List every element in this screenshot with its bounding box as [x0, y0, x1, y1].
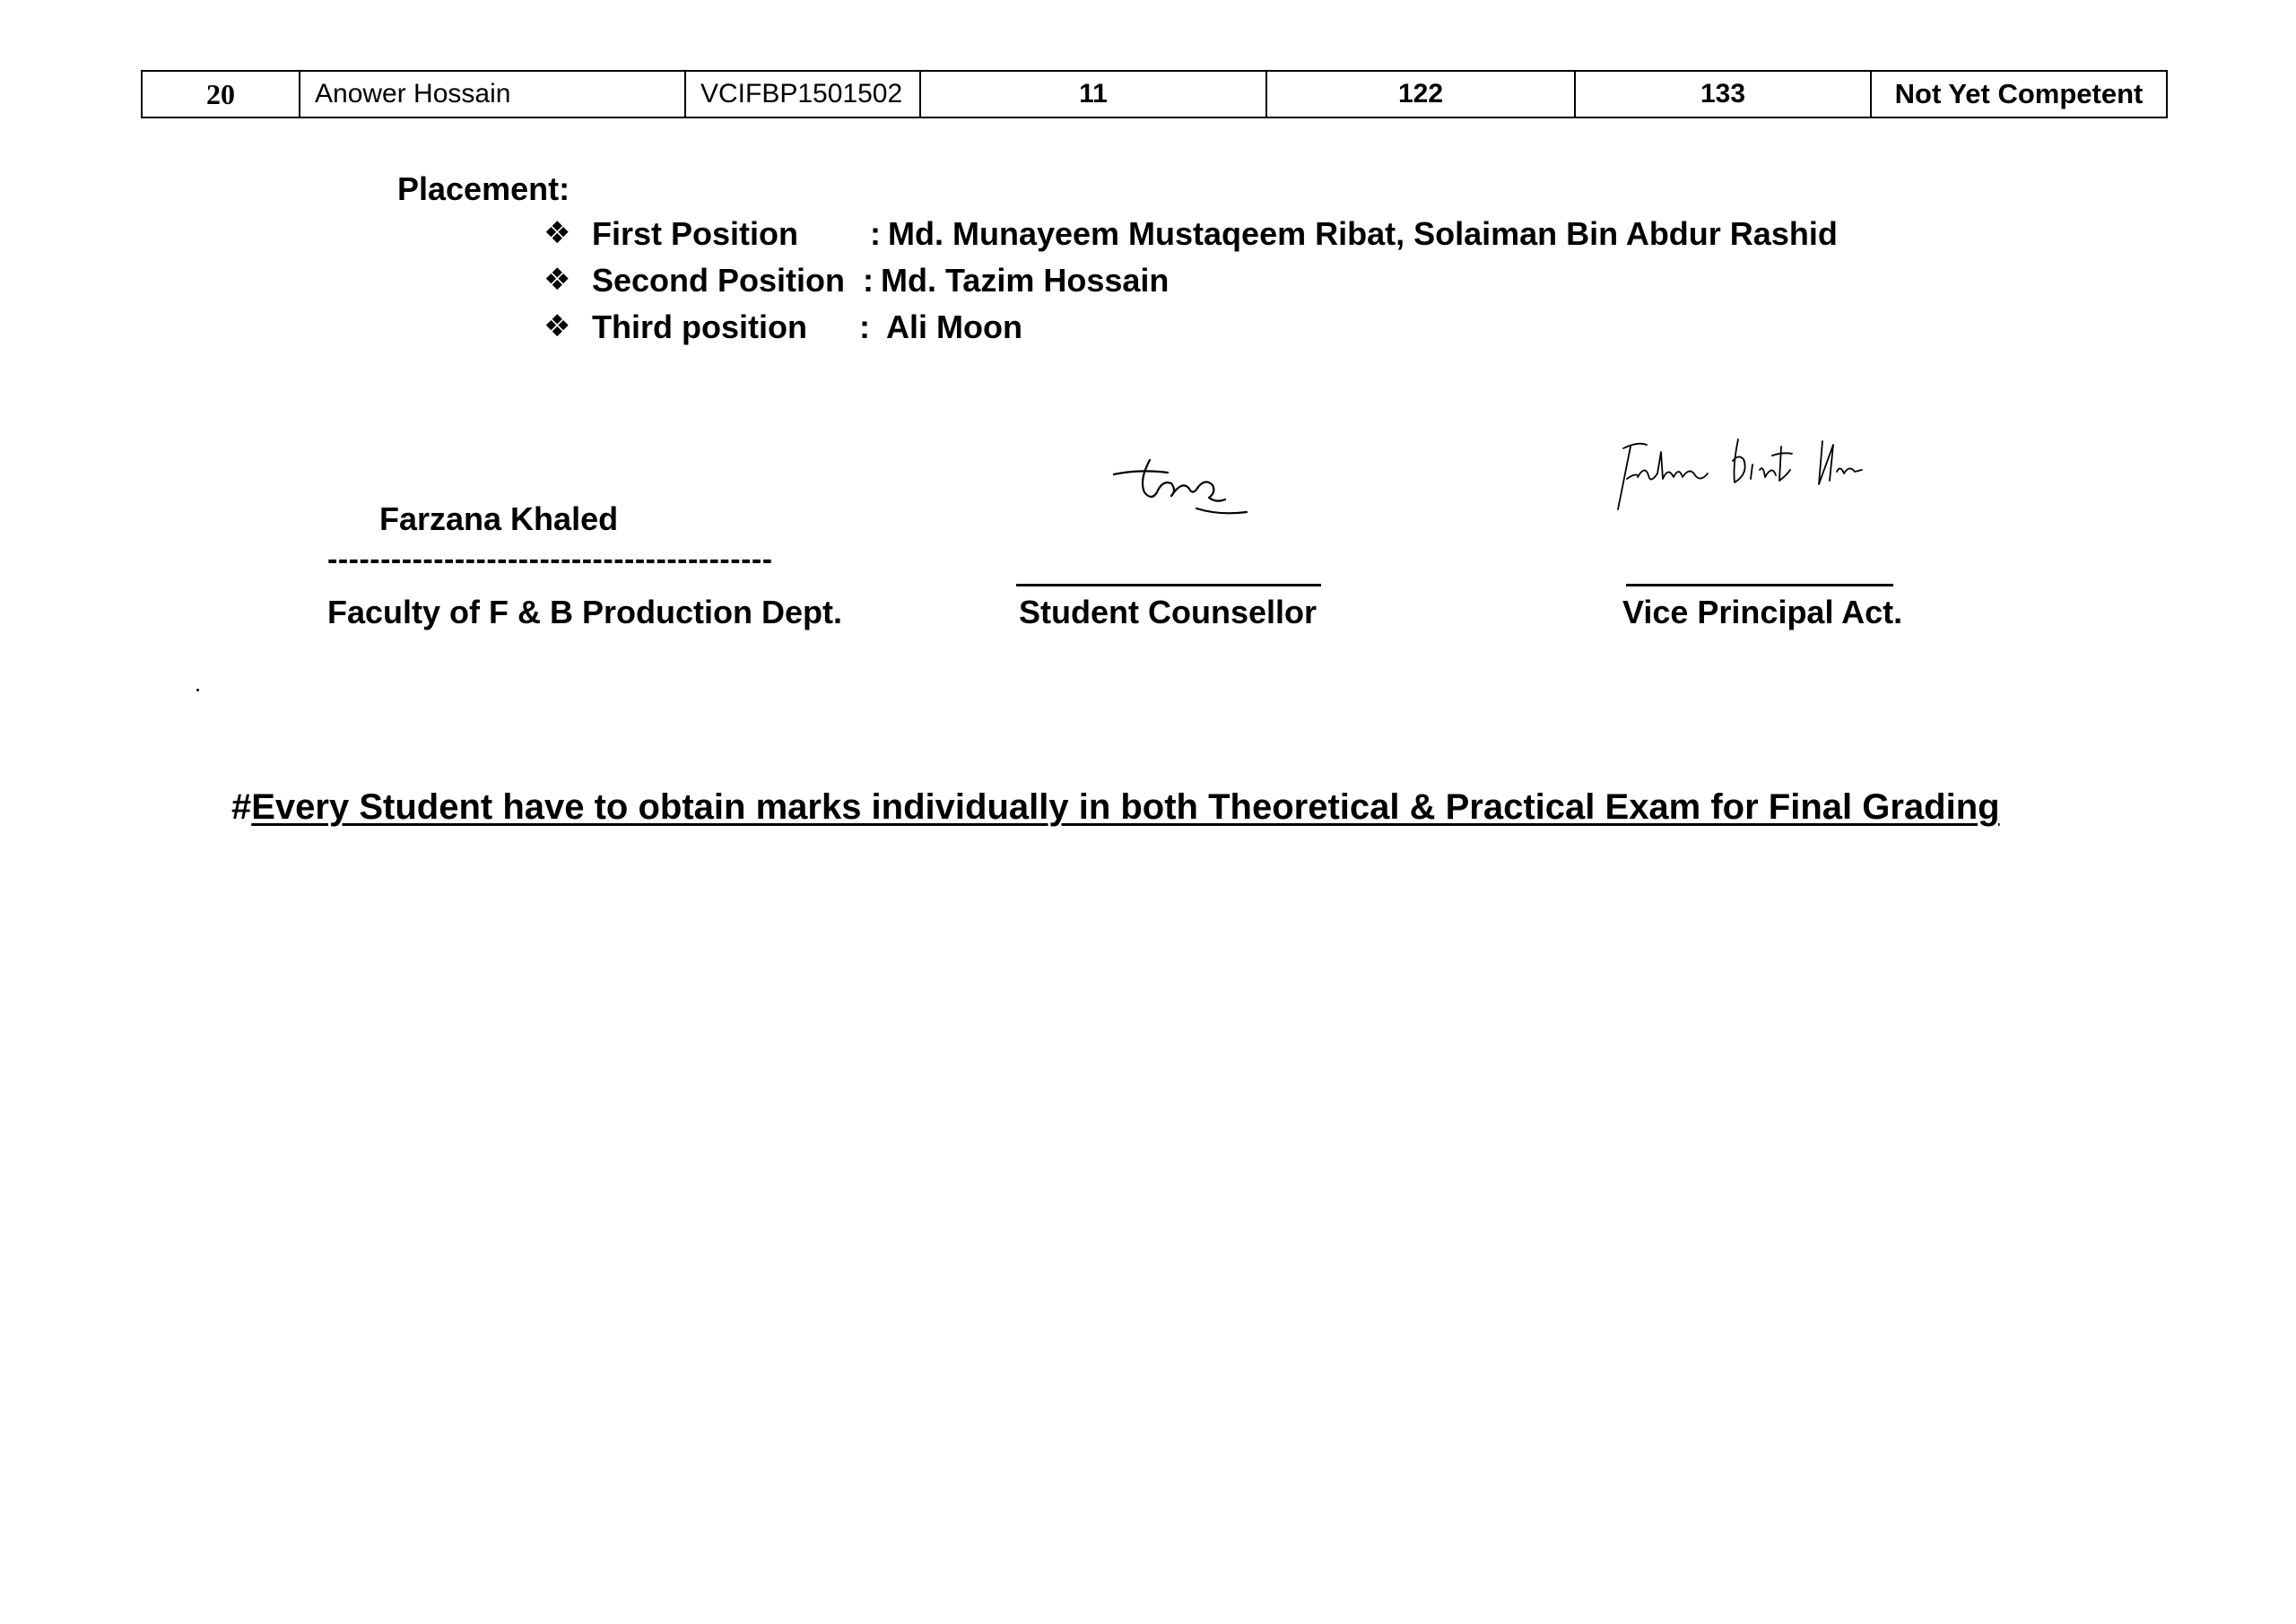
- counsellor-title: Student Counsellor: [1019, 594, 1317, 630]
- student-name-cell: Anower Hossain: [300, 71, 685, 117]
- theory-marks-cell: 11: [920, 71, 1266, 117]
- vice-principal-signature-line: [1626, 584, 1893, 586]
- total-marks-cell: 133: [1575, 71, 1871, 117]
- counsellor-signature-line: [1016, 584, 1321, 586]
- vice-principal-signature: [1614, 429, 1866, 518]
- serial-cell: 20: [142, 71, 300, 117]
- placement-label: Third position: [592, 308, 807, 345]
- diamond-bullet-icon: ❖: [544, 309, 571, 343]
- placement-colon: :: [859, 308, 870, 345]
- status-cell: Not Yet Competent: [1871, 71, 2167, 117]
- placement-label: Second Position: [592, 262, 846, 299]
- placement-winner: Md. Tazim Hossain: [881, 262, 1170, 299]
- student-id-cell: VCIFBP1501502: [685, 71, 920, 117]
- footer-prefix: #: [231, 787, 252, 827]
- footer-note-text: Every Student have to obtain marks individually in both Theoretical & Practical Exam for Final Grading: [251, 787, 2000, 827]
- placement-winner: Md. Munayeem Mustaqeem Ribat, Solaiman Bin Abdur Rashid: [888, 215, 1838, 252]
- faculty-name: Farzana Khaled: [379, 500, 619, 537]
- diamond-bullet-icon: ❖: [544, 216, 571, 250]
- vice-principal-title: Vice Principal Act.: [1622, 594, 1903, 630]
- footer-note: [231, 787, 2000, 828]
- placement-winner: Ali Moon: [886, 308, 1022, 345]
- placement-colon: :: [863, 262, 874, 299]
- diamond-bullet-icon: ❖: [544, 263, 571, 297]
- table-row: [142, 71, 2167, 117]
- stray-dot: [196, 689, 199, 691]
- results-table: [141, 70, 2168, 118]
- placement-colon: :: [870, 215, 881, 252]
- counsellor-signature: [1112, 453, 1256, 520]
- faculty-dash-line: ------------------------------------------: [327, 543, 773, 577]
- practical-marks-cell: 122: [1266, 71, 1575, 117]
- faculty-title: Faculty of F & B Production Dept.: [327, 594, 842, 630]
- placement-title: Placement:: [397, 170, 570, 207]
- placement-label: First Position: [592, 215, 799, 252]
